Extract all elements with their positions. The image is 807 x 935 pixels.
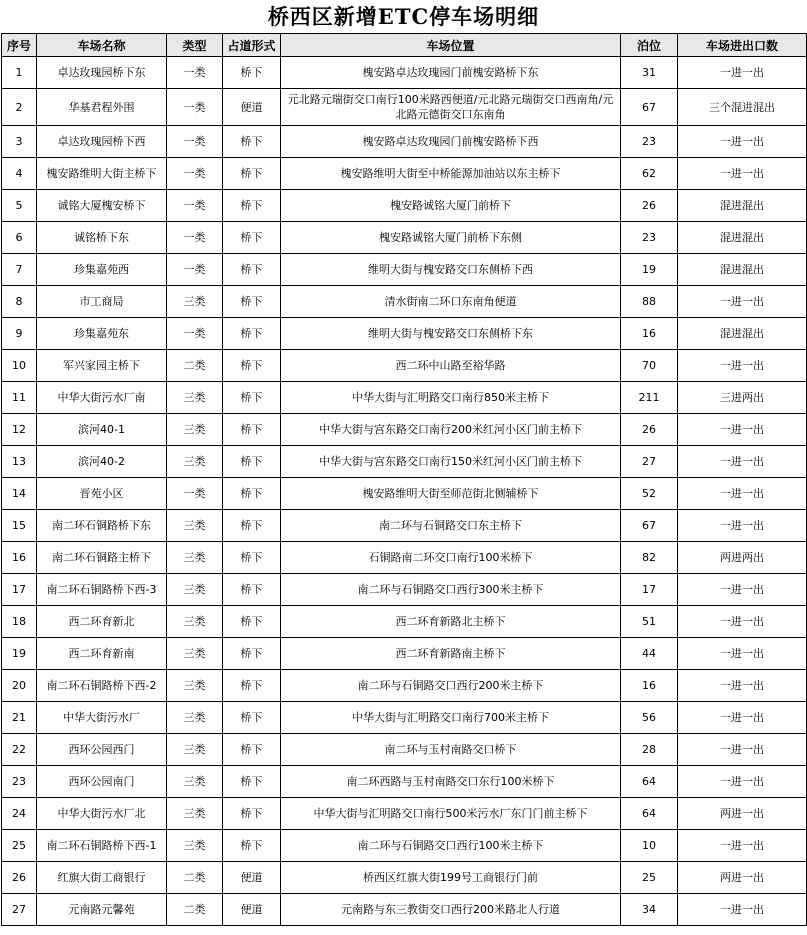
cell-spaces: 26 [621,190,678,222]
cell-index: 8 [2,286,37,318]
cell-occupancy-type: 桥下 [223,702,281,734]
cell-index: 20 [2,670,37,702]
cell-index: 2 [2,89,37,126]
cell-occupancy-type: 桥下 [223,606,281,638]
cell-entrances: 一进一出 [678,126,807,158]
cell-occupancy-type: 桥下 [223,318,281,350]
cell-location: 西二环育新路南主桥下 [281,638,621,670]
cell-location: 中华大街与汇明路交口南行700米主桥下 [281,702,621,734]
cell-category: 二类 [167,862,223,894]
cell-occupancy-type: 桥下 [223,574,281,606]
cell-location: 槐安路维明大街至中桥能源加油站以东主桥下 [281,158,621,190]
table-row [2,57,807,89]
header-lot-name: 车场名称 [37,34,167,57]
cell-location: 槐安路维明大街至师范街北侧辅桥下 [281,478,621,510]
header-entrances: 车场进出口数 [678,34,807,57]
table-row [2,382,807,414]
cell-category: 二类 [167,894,223,926]
cell-spaces: 31 [621,57,678,89]
table-row [2,222,807,254]
cell-location: 中华大街与宫东路交口南行150米红河小区门前主桥下 [281,446,621,478]
cell-entrances: 一进一出 [678,478,807,510]
cell-lot-name: 卓达玫瑰园桥下东 [37,57,167,89]
cell-spaces: 67 [621,510,678,542]
cell-category: 三类 [167,542,223,574]
cell-lot-name: 南二环石铜路桥下西-3 [37,574,167,606]
cell-occupancy-type: 桥下 [223,414,281,446]
cell-lot-name: 军兴家园主桥下 [37,350,167,382]
cell-occupancy-type: 桥下 [223,222,281,254]
cell-index: 16 [2,542,37,574]
cell-lot-name: 中华大街污水厂北 [37,798,167,830]
table-row [2,350,807,382]
cell-category: 一类 [167,318,223,350]
cell-occupancy-type: 桥下 [223,158,281,190]
cell-occupancy-type: 桥下 [223,830,281,862]
cell-location: 维明大街与槐安路交口东侧桥下东 [281,318,621,350]
cell-category: 三类 [167,766,223,798]
cell-entrances: 一进一出 [678,670,807,702]
cell-spaces: 64 [621,798,678,830]
cell-spaces: 211 [621,382,678,414]
cell-occupancy-type: 桥下 [223,638,281,670]
cell-spaces: 17 [621,574,678,606]
cell-index: 18 [2,606,37,638]
cell-index: 5 [2,190,37,222]
cell-entrances: 一进一出 [678,606,807,638]
table-row [2,478,807,510]
cell-lot-name: 南二环石铜路主桥下 [37,542,167,574]
cell-category: 三类 [167,446,223,478]
cell-lot-name: 元南路元馨苑 [37,894,167,926]
cell-lot-name: 西环公园西门 [37,734,167,766]
cell-entrances: 混进混出 [678,222,807,254]
cell-spaces: 16 [621,318,678,350]
cell-entrances: 混进混出 [678,318,807,350]
cell-lot-name: 中华大街污水厂 [37,702,167,734]
cell-entrances: 两进两出 [678,542,807,574]
cell-category: 三类 [167,510,223,542]
cell-occupancy-type: 桥下 [223,734,281,766]
cell-lot-name: 南二环石铜路桥下东 [37,510,167,542]
table-row [2,894,807,926]
cell-location: 石铜路南二环交口南行100米桥下 [281,542,621,574]
cell-lot-name: 槐安路维明大街主桥下 [37,158,167,190]
cell-index: 17 [2,574,37,606]
cell-lot-name: 西二环育新南 [37,638,167,670]
cell-index: 3 [2,126,37,158]
cell-location: 元南路与东三教街交口西行200米路北人行道 [281,894,621,926]
cell-spaces: 44 [621,638,678,670]
cell-spaces: 70 [621,350,678,382]
cell-spaces: 88 [621,286,678,318]
cell-occupancy-type: 桥下 [223,510,281,542]
cell-category: 三类 [167,606,223,638]
cell-occupancy-type: 桥下 [223,478,281,510]
cell-occupancy-type: 桥下 [223,542,281,574]
cell-spaces: 51 [621,606,678,638]
cell-spaces: 10 [621,830,678,862]
cell-location: 桥西区红旗大街199号工商银行门前 [281,862,621,894]
cell-spaces: 52 [621,478,678,510]
cell-index: 21 [2,702,37,734]
cell-lot-name: 中华大街污水厂南 [37,382,167,414]
cell-entrances: 一进一出 [678,734,807,766]
cell-index: 26 [2,862,37,894]
cell-occupancy-type: 便道 [223,894,281,926]
cell-category: 三类 [167,798,223,830]
cell-index: 1 [2,57,37,89]
cell-occupancy-type: 桥下 [223,766,281,798]
table-row [2,862,807,894]
cell-occupancy-type: 桥下 [223,798,281,830]
cell-location: 清水街南二环口东南角便道 [281,286,621,318]
table-row [2,702,807,734]
cell-entrances: 一进一出 [678,702,807,734]
cell-spaces: 25 [621,862,678,894]
cell-occupancy-type: 桥下 [223,190,281,222]
cell-index: 23 [2,766,37,798]
cell-location: 中华大街与汇明路交口南行850米主桥下 [281,382,621,414]
cell-lot-name: 珍集嘉苑东 [37,318,167,350]
cell-location: 维明大街与槐安路交口东侧桥下西 [281,254,621,286]
cell-index: 6 [2,222,37,254]
cell-entrances: 混进混出 [678,254,807,286]
cell-index: 13 [2,446,37,478]
cell-spaces: 27 [621,446,678,478]
page-title: 桥西区新增ETC停车场明细 [267,4,540,29]
cell-entrances: 三进两出 [678,382,807,414]
cell-category: 三类 [167,382,223,414]
cell-occupancy-type: 桥下 [223,126,281,158]
cell-entrances: 一进一出 [678,446,807,478]
cell-entrances: 一进一出 [678,894,807,926]
table-row [2,89,807,126]
cell-spaces: 56 [621,702,678,734]
cell-entrances: 三个混进混出 [678,89,807,126]
cell-lot-name: 市工商局 [37,286,167,318]
cell-occupancy-type: 桥下 [223,286,281,318]
cell-location: 南二环与石铜路交口东主桥下 [281,510,621,542]
cell-index: 11 [2,382,37,414]
cell-location: 中华大街与宫东路交口南行200米红河小区门前主桥下 [281,414,621,446]
cell-category: 一类 [167,478,223,510]
table-row [2,126,807,158]
cell-index: 22 [2,734,37,766]
cell-category: 一类 [167,57,223,89]
cell-entrances: 两进一出 [678,862,807,894]
cell-index: 25 [2,830,37,862]
table-row [2,542,807,574]
cell-occupancy-type: 桥下 [223,350,281,382]
cell-occupancy-type: 桥下 [223,382,281,414]
parking-table [1,33,807,926]
cell-spaces: 23 [621,126,678,158]
cell-category: 一类 [167,254,223,286]
cell-spaces: 19 [621,254,678,286]
cell-lot-name: 珍集嘉苑西 [37,254,167,286]
header-index: 序号 [2,34,37,57]
cell-lot-name: 西二环育新北 [37,606,167,638]
cell-location: 中华大街与汇明路交口南行500米污水厂东门门前主桥下 [281,798,621,830]
table-row [2,446,807,478]
cell-category: 三类 [167,286,223,318]
table-row [2,734,807,766]
cell-location: 南二环与玉村南路交口桥下 [281,734,621,766]
header-row [2,34,807,57]
cell-lot-name: 滨河40-2 [37,446,167,478]
cell-index: 24 [2,798,37,830]
cell-category: 一类 [167,126,223,158]
cell-entrances: 一进一出 [678,510,807,542]
table-row [2,414,807,446]
cell-entrances: 两进一出 [678,798,807,830]
cell-location: 槐安路诚铭大厦门前桥下 [281,190,621,222]
table-row [2,798,807,830]
cell-entrances: 一进一出 [678,414,807,446]
cell-category: 一类 [167,89,223,126]
cell-lot-name: 晋苑小区 [37,478,167,510]
cell-spaces: 23 [621,222,678,254]
cell-occupancy-type: 桥下 [223,670,281,702]
cell-spaces: 67 [621,89,678,126]
cell-location: 槐安路卓达玫瑰园门前槐安路桥下东 [281,57,621,89]
cell-spaces: 26 [621,414,678,446]
cell-category: 三类 [167,574,223,606]
cell-entrances: 一进一出 [678,158,807,190]
table-body [2,57,807,926]
cell-index: 12 [2,414,37,446]
cell-lot-name: 卓达玫瑰园桥下西 [37,126,167,158]
cell-lot-name: 红旗大街工商银行 [37,862,167,894]
header-occupancy-type: 占道形式 [223,34,281,57]
cell-entrances: 一进一出 [678,766,807,798]
cell-spaces: 62 [621,158,678,190]
table-row [2,670,807,702]
cell-category: 三类 [167,734,223,766]
cell-index: 10 [2,350,37,382]
cell-occupancy-type: 便道 [223,862,281,894]
table-row [2,830,807,862]
cell-entrances: 一进一出 [678,57,807,89]
header-location: 车场位置 [281,34,621,57]
cell-lot-name: 诚铭桥下东 [37,222,167,254]
table-row [2,254,807,286]
cell-category: 三类 [167,638,223,670]
cell-spaces: 28 [621,734,678,766]
cell-category: 二类 [167,350,223,382]
cell-index: 19 [2,638,37,670]
cell-index: 7 [2,254,37,286]
table-row [2,286,807,318]
cell-index: 14 [2,478,37,510]
cell-category: 三类 [167,830,223,862]
cell-lot-name: 华基君程外围 [37,89,167,126]
cell-entrances: 混进混出 [678,190,807,222]
header-category: 类型 [167,34,223,57]
cell-index: 4 [2,158,37,190]
table-row [2,158,807,190]
cell-category: 三类 [167,670,223,702]
cell-location: 西二环中山路至裕华路 [281,350,621,382]
cell-category: 一类 [167,158,223,190]
cell-entrances: 一进一出 [678,286,807,318]
cell-entrances: 一进一出 [678,830,807,862]
cell-spaces: 82 [621,542,678,574]
cell-lot-name: 南二环石铜路桥下西-2 [37,670,167,702]
cell-index: 9 [2,318,37,350]
cell-spaces: 16 [621,670,678,702]
cell-entrances: 一进一出 [678,638,807,670]
cell-entrances: 一进一出 [678,350,807,382]
cell-spaces: 34 [621,894,678,926]
table-row [2,638,807,670]
cell-occupancy-type: 便道 [223,89,281,126]
cell-lot-name: 南二环石铜路桥下西-1 [37,830,167,862]
table-row [2,190,807,222]
cell-location: 元北路元瑞街交口南行100米路西便道/元北路元瑞街交口西南角/元北路元德街交口东南角 [281,89,621,126]
cell-category: 一类 [167,222,223,254]
table-row [2,318,807,350]
cell-location: 南二环与石铜路交口西行300米主桥下 [281,574,621,606]
cell-lot-name: 滨河40-1 [37,414,167,446]
cell-location: 南二环西路与玉村南路交口东行100米桥下 [281,766,621,798]
header-spaces: 泊位 [621,34,678,57]
cell-category: 一类 [167,190,223,222]
cell-occupancy-type: 桥下 [223,446,281,478]
cell-location: 槐安路诚铭大厦门前桥下东侧 [281,222,621,254]
table-row [2,766,807,798]
table-row [2,606,807,638]
cell-entrances: 一进一出 [678,574,807,606]
cell-lot-name: 诚铭大厦槐安桥下 [37,190,167,222]
cell-spaces: 64 [621,766,678,798]
cell-category: 三类 [167,414,223,446]
cell-location: 槐安路卓达玫瑰园门前槐安路桥下西 [281,126,621,158]
table-row [2,510,807,542]
cell-location: 西二环育新路北主桥下 [281,606,621,638]
cell-location: 南二环与石铜路交口西行200米主桥下 [281,670,621,702]
cell-category: 三类 [167,702,223,734]
cell-location: 南二环与石铜路交口西行100米主桥下 [281,830,621,862]
cell-index: 27 [2,894,37,926]
cell-occupancy-type: 桥下 [223,254,281,286]
table-row [2,574,807,606]
cell-occupancy-type: 桥下 [223,57,281,89]
cell-lot-name: 西环公园南门 [37,766,167,798]
cell-index: 15 [2,510,37,542]
